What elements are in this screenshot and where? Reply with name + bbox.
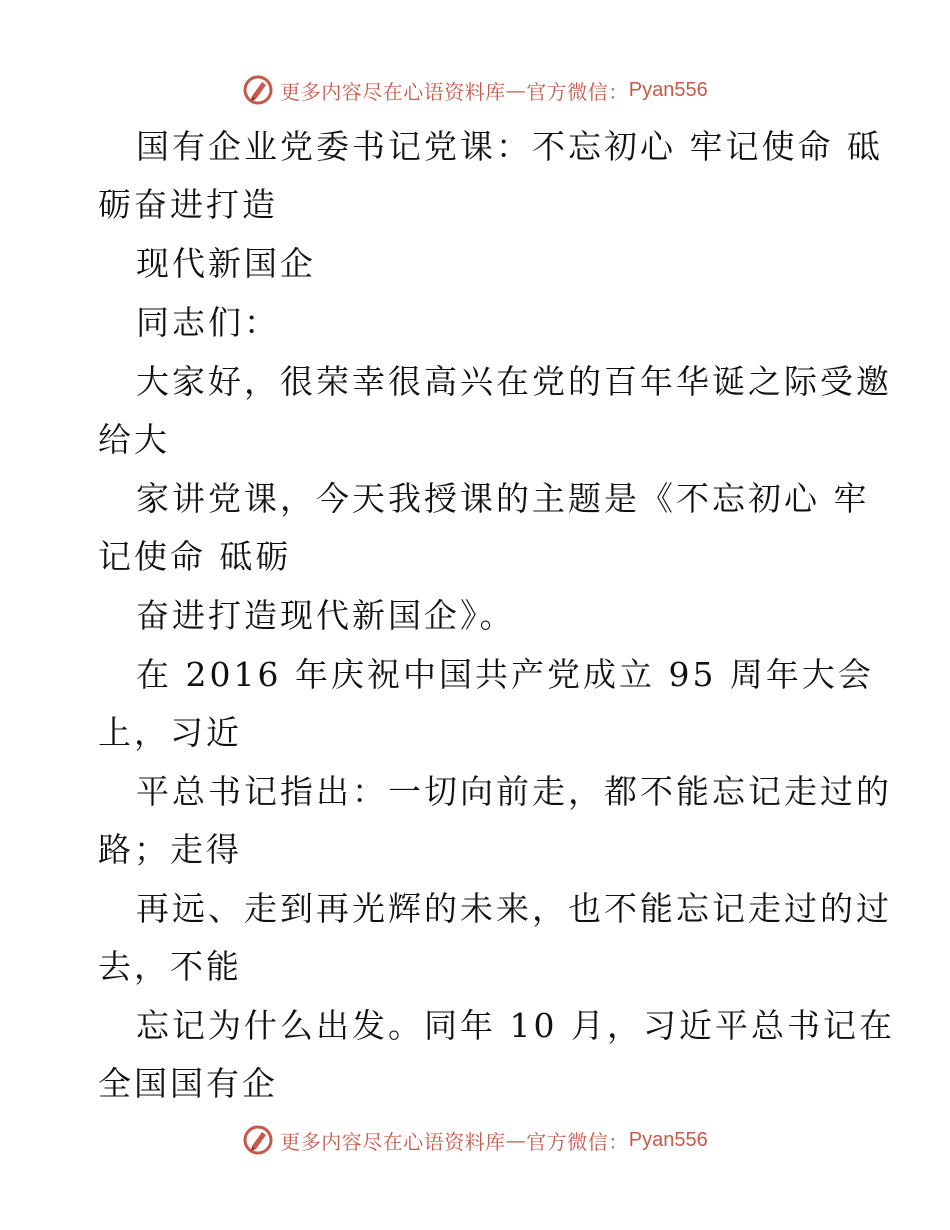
pen-logo-icon xyxy=(242,74,274,106)
banner-site-text: 更多内容尽在心语资料库 xyxy=(280,1129,506,1154)
banner-wechat-label: 官方微信： xyxy=(526,79,629,104)
text-line: 再远、走到再光辉的未来，也不能忘记走过的过 xyxy=(136,889,892,928)
text-line: 现代新国企 xyxy=(136,244,316,283)
text-line: 忘记为什么出发。同年 10 月，习近平总书记在 xyxy=(136,1006,895,1045)
header-watermark-banner xyxy=(0,70,950,110)
text-line: 在 2016 年庆祝中国共产党成立 95 周年大会 xyxy=(136,655,874,694)
banner-wechat-id: Pyan556 xyxy=(628,1128,708,1151)
text-line: 同志们： xyxy=(136,303,280,342)
text-line: 奋进打造现代新国企》。 xyxy=(136,596,516,635)
footer-watermark-banner xyxy=(0,1120,950,1160)
text-line: 大家好，很荣幸很高兴在党的百年华诞之际受邀 xyxy=(136,362,892,401)
text-line: 记使命 砥砺 xyxy=(98,537,292,576)
text-line: 给大 xyxy=(98,420,170,459)
text-line: 国有企业党委书记党课：不忘初心 牢记使命 砥 xyxy=(136,127,883,166)
banner-wechat-label: 官方微信： xyxy=(526,1129,629,1154)
pen-logo-icon xyxy=(242,1124,274,1156)
text-line: 平总书记指出：一切向前走，都不能忘记走过的 xyxy=(136,772,892,811)
text-line: 路；走得 xyxy=(98,830,242,869)
text-line: 家讲党课，今天我授课的主题是《不忘初心 牢 xyxy=(136,479,870,518)
banner-separator: — xyxy=(505,1128,527,1152)
text-line: 上，习近 xyxy=(98,713,242,752)
banner-site-text: 更多内容尽在心语资料库 xyxy=(280,79,506,104)
text-line: 全国国有企 xyxy=(98,1064,278,1103)
banner-wechat-id: Pyan556 xyxy=(628,78,708,101)
text-line: 砺奋进打造 xyxy=(98,185,278,224)
banner-separator: — xyxy=(505,78,527,102)
text-line: 去，不能 xyxy=(98,947,242,986)
